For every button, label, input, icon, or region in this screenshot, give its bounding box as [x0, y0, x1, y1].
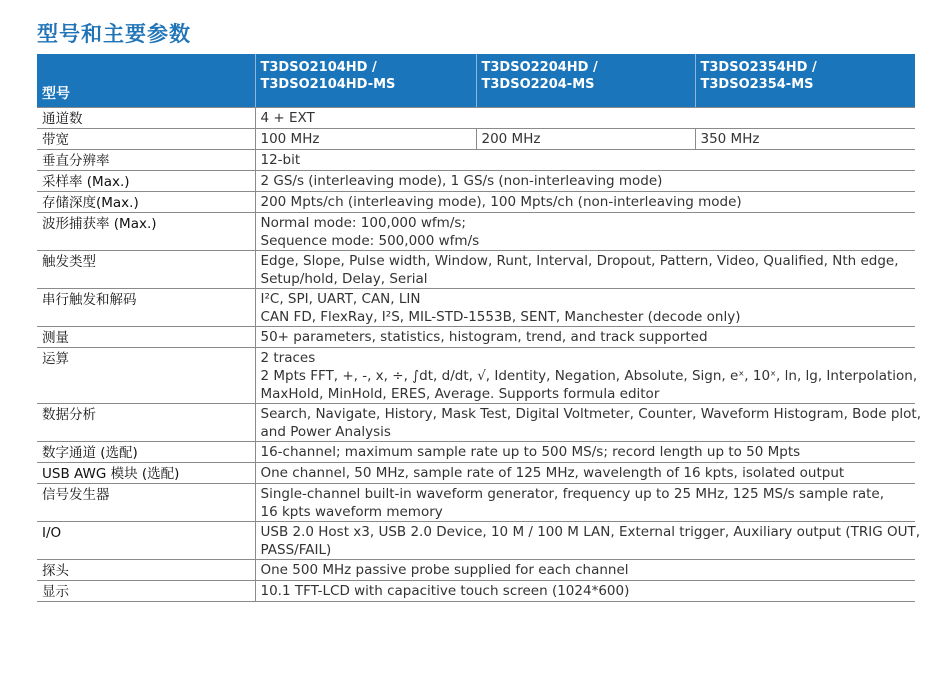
spec-row — [37, 129, 915, 150]
bandwidth-value: 350 MHz — [695, 129, 915, 150]
value-line: 16 kpts waveform memory — [260, 504, 443, 520]
spec-row — [37, 560, 915, 581]
row-label: 波形捕获率 (Max.) — [37, 213, 255, 251]
model-header-1 — [255, 54, 476, 108]
spec-table — [37, 54, 922, 602]
model-name: T3DSO2354HD / — [700, 60, 817, 75]
row-label: 通道数 — [37, 108, 255, 129]
row-label: USB AWG 模块 (选配) — [37, 463, 255, 484]
row-value — [255, 150, 915, 171]
row-label: 串行触发和解码 — [37, 289, 255, 327]
spec-row — [37, 108, 915, 129]
row-value — [255, 213, 915, 251]
header-row — [37, 54, 915, 108]
value-line: One 500 MHz passive probe supplied for each channel — [260, 562, 629, 578]
row-label: 数据分析 — [37, 404, 255, 442]
value-line: 16-channel; maximum sample rate up to 500 MS/s; record length up to 50 Mpts — [260, 444, 801, 460]
row-label: 探头 — [37, 560, 255, 581]
value-line: Sequence mode: 500,000 wfm/s — [260, 233, 480, 249]
bandwidth-value: 200 MHz — [476, 129, 695, 150]
spec-row — [37, 442, 915, 463]
spec-row — [37, 289, 915, 327]
value-line: 4 + EXT — [260, 110, 315, 126]
header-label: 型号 — [37, 54, 255, 108]
spec-body — [37, 108, 922, 602]
spec-row — [37, 348, 915, 404]
row-label: 运算 — [37, 348, 255, 404]
spec-row — [37, 251, 915, 289]
model-name: T3DSO2204HD / — [481, 60, 598, 75]
row-label: 信号发生器 — [37, 484, 255, 522]
row-label: 测量 — [37, 327, 255, 348]
value-line: 2 traces — [260, 350, 316, 366]
value-line: PASS/FAIL) — [260, 542, 332, 558]
value-line: 10.1 TFT-LCD with capacitive touch screen (1024*600) — [260, 583, 630, 599]
value-line: and Power Analysis — [260, 424, 391, 440]
row-label: 触发类型 — [37, 251, 255, 289]
row-value — [255, 171, 915, 192]
value-line: CAN FD, FlexRay, I²S, MIL-STD-1553B, SENT, Manchester (decode only) — [260, 309, 741, 325]
value-line: I²C, SPI, UART, CAN, LIN — [260, 291, 421, 307]
spec-row — [37, 150, 915, 171]
value-line: Normal mode: 100,000 wfm/s; — [260, 215, 466, 231]
value-line: 2 Mpts FFT, +, -, x, ÷, ∫dt, d/dt, √, Identity, Negation, Absolute, Sign, eˣ, 10ˣ, ln, lg, Interpolation, — [260, 368, 918, 384]
spec-row — [37, 463, 915, 484]
row-label: I/O — [37, 522, 255, 560]
row-value — [255, 442, 915, 463]
value-line: Edge, Slope, Pulse width, Window, Runt, Interval, Dropout, Pattern, Video, Qualified, Nth edge, — [260, 253, 899, 269]
model-name: T3DSO2104HD-MS — [260, 77, 396, 92]
model-name: T3DSO2204-MS — [481, 77, 595, 92]
row-label: 采样率 (Max.) — [37, 171, 255, 192]
page-title: 型号和主要参数 — [37, 22, 191, 46]
spec-row — [37, 213, 915, 251]
value-line: 50+ parameters, statistics, histogram, trend, and track supported — [260, 329, 708, 345]
model-header-3 — [695, 54, 915, 108]
row-value — [255, 463, 915, 484]
model-header-2 — [476, 54, 695, 108]
row-label: 数字通道 (选配) — [37, 442, 255, 463]
row-value — [255, 348, 918, 404]
model-name: T3DSO2104HD / — [260, 60, 377, 75]
bandwidth-value: 100 MHz — [255, 129, 476, 150]
row-value — [255, 484, 915, 522]
row-label: 存储深度(Max.) — [37, 192, 255, 213]
row-value — [255, 192, 915, 213]
row-value — [255, 251, 915, 289]
row-label: 显示 — [37, 581, 255, 602]
row-value — [255, 404, 922, 442]
spec-row — [37, 327, 915, 348]
value-line: 2 GS/s (interleaving mode), 1 GS/s (non-interleaving mode) — [260, 173, 663, 189]
spec-row — [37, 581, 915, 602]
value-line: USB 2.0 Host x3, USB 2.0 Device, 10 M / 100 M LAN, External trigger, Auxiliary output (TRIG OUT, — [260, 524, 921, 540]
value-line: 200 Mpts/ch (interleaving mode), 100 Mpts/ch (non-interleaving mode) — [260, 194, 742, 210]
spec-row — [37, 192, 915, 213]
value-line: Search, Navigate, History, Mask Test, Digital Voltmeter, Counter, Waveform Histogram, Bode plot, — [260, 406, 922, 422]
row-label: 垂直分辨率 — [37, 150, 255, 171]
row-value — [255, 560, 915, 581]
value-line: Setup/hold, Delay, Serial — [260, 271, 428, 287]
spec-row — [37, 484, 915, 522]
value-line: 12-bit — [260, 152, 301, 168]
spec-row — [37, 404, 915, 442]
spec-row — [37, 171, 915, 192]
value-line: One channel, 50 MHz, sample rate of 125 MHz, wavelength of 16 kpts, isolated output — [260, 465, 845, 481]
value-line: MaxHold, MinHold, ERES, Average. Supports formula editor — [260, 386, 660, 402]
row-value — [255, 522, 921, 560]
row-label: 带宽 — [37, 129, 255, 150]
model-name: T3DSO2354-MS — [700, 77, 814, 92]
row-value — [255, 327, 915, 348]
row-value — [255, 289, 915, 327]
row-value — [255, 581, 915, 602]
value-line: Single-channel built-in waveform generator, frequency up to 25 MHz, 125 MS/s sample rate, — [260, 486, 885, 502]
spec-row — [37, 522, 915, 560]
row-value — [255, 108, 915, 129]
